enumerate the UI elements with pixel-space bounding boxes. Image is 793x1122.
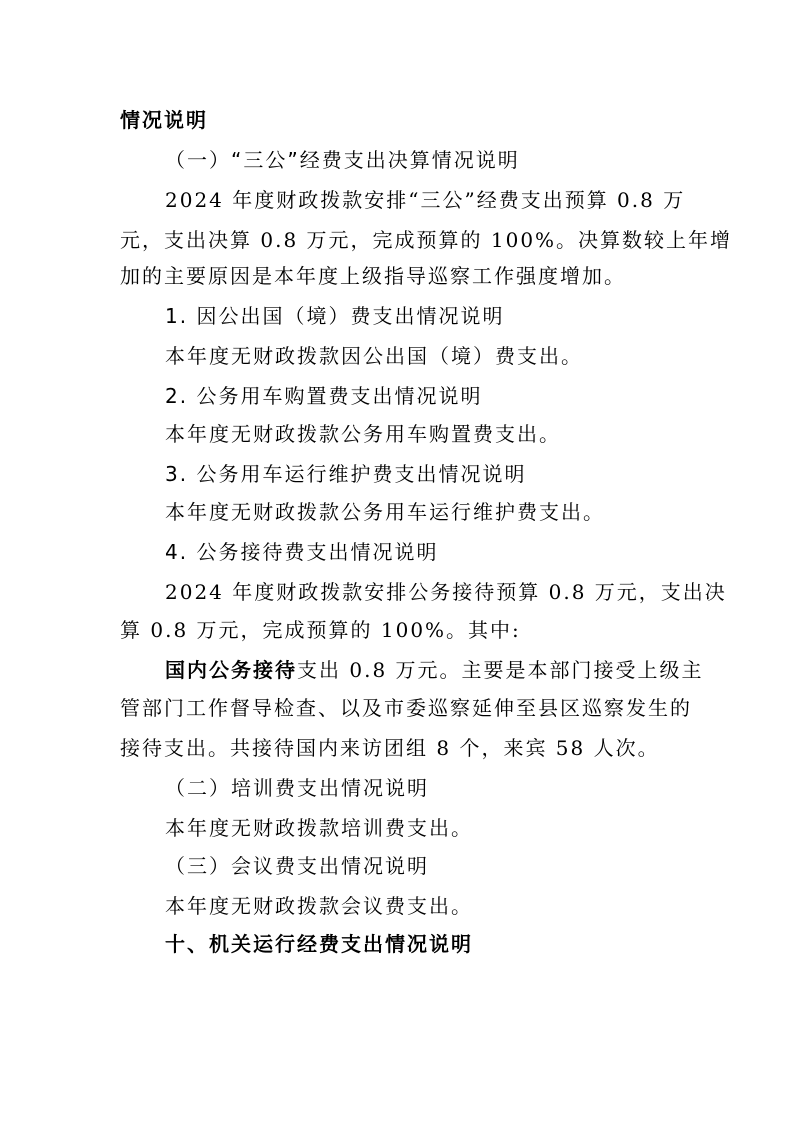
item1-heading: 1. 因公出国（境）费支出情况说明 <box>165 304 505 328</box>
item4-para-line2: 算 0.8 万元，完成预算的 100%。其中: <box>120 618 521 642</box>
section2-heading: （二）培训费支出情况说明 <box>165 776 429 800</box>
section1-heading: （一）“三公”经费支出决算情况说明 <box>165 148 520 172</box>
item3-heading: 3. 公务用车运行维护费支出情况说明 <box>165 462 527 486</box>
section10-heading: 十、机关运行经费支出情况说明 <box>165 932 473 956</box>
item2-text: 本年度无财政拨款公务用车购置费支出。 <box>165 422 561 446</box>
section1-para-line1: 2024 年度财政拨款安排“三公”经费支出预算 0.8 万 <box>165 188 686 212</box>
domestic-reception-text: 支出 0.8 万元。主要是本部门接受上级主 <box>297 658 704 682</box>
domestic-para-line3: 接待支出。共接待国内来访团组 8 个，来宾 58 人次。 <box>120 736 660 760</box>
section2-text: 本年度无财政拨款培训费支出。 <box>165 816 473 840</box>
item1-text: 本年度无财政拨款因公出国（境）费支出。 <box>165 344 583 368</box>
item4-heading: 4. 公务接待费支出情况说明 <box>165 540 439 564</box>
item4-para-line1: 2024 年度财政拨款安排公务接待预算 0.8 万元，支出决 <box>165 580 727 604</box>
section3-text: 本年度无财政拨款会议费支出。 <box>165 894 473 918</box>
page-title: 情况说明 <box>120 108 208 132</box>
item2-heading: 2. 公务用车购置费支出情况说明 <box>165 384 483 408</box>
domestic-reception-label: 国内公务接待 <box>165 658 297 682</box>
domestic-para-line1 <box>165 656 704 684</box>
section1-para-line2: 元，支出决算 0.8 万元，完成预算的 100%。决算数较上年增 <box>120 228 733 252</box>
section1-para-line3: 加的主要原因是本年度上级指导巡察工作强度增加。 <box>120 264 626 288</box>
domestic-para-line2: 管部门工作督导检查、以及市委巡察延伸至县区巡察发生的 <box>120 696 692 720</box>
section3-heading: （三）会议费支出情况说明 <box>165 854 429 878</box>
item3-text: 本年度无财政拨款公务用车运行维护费支出。 <box>165 500 605 524</box>
